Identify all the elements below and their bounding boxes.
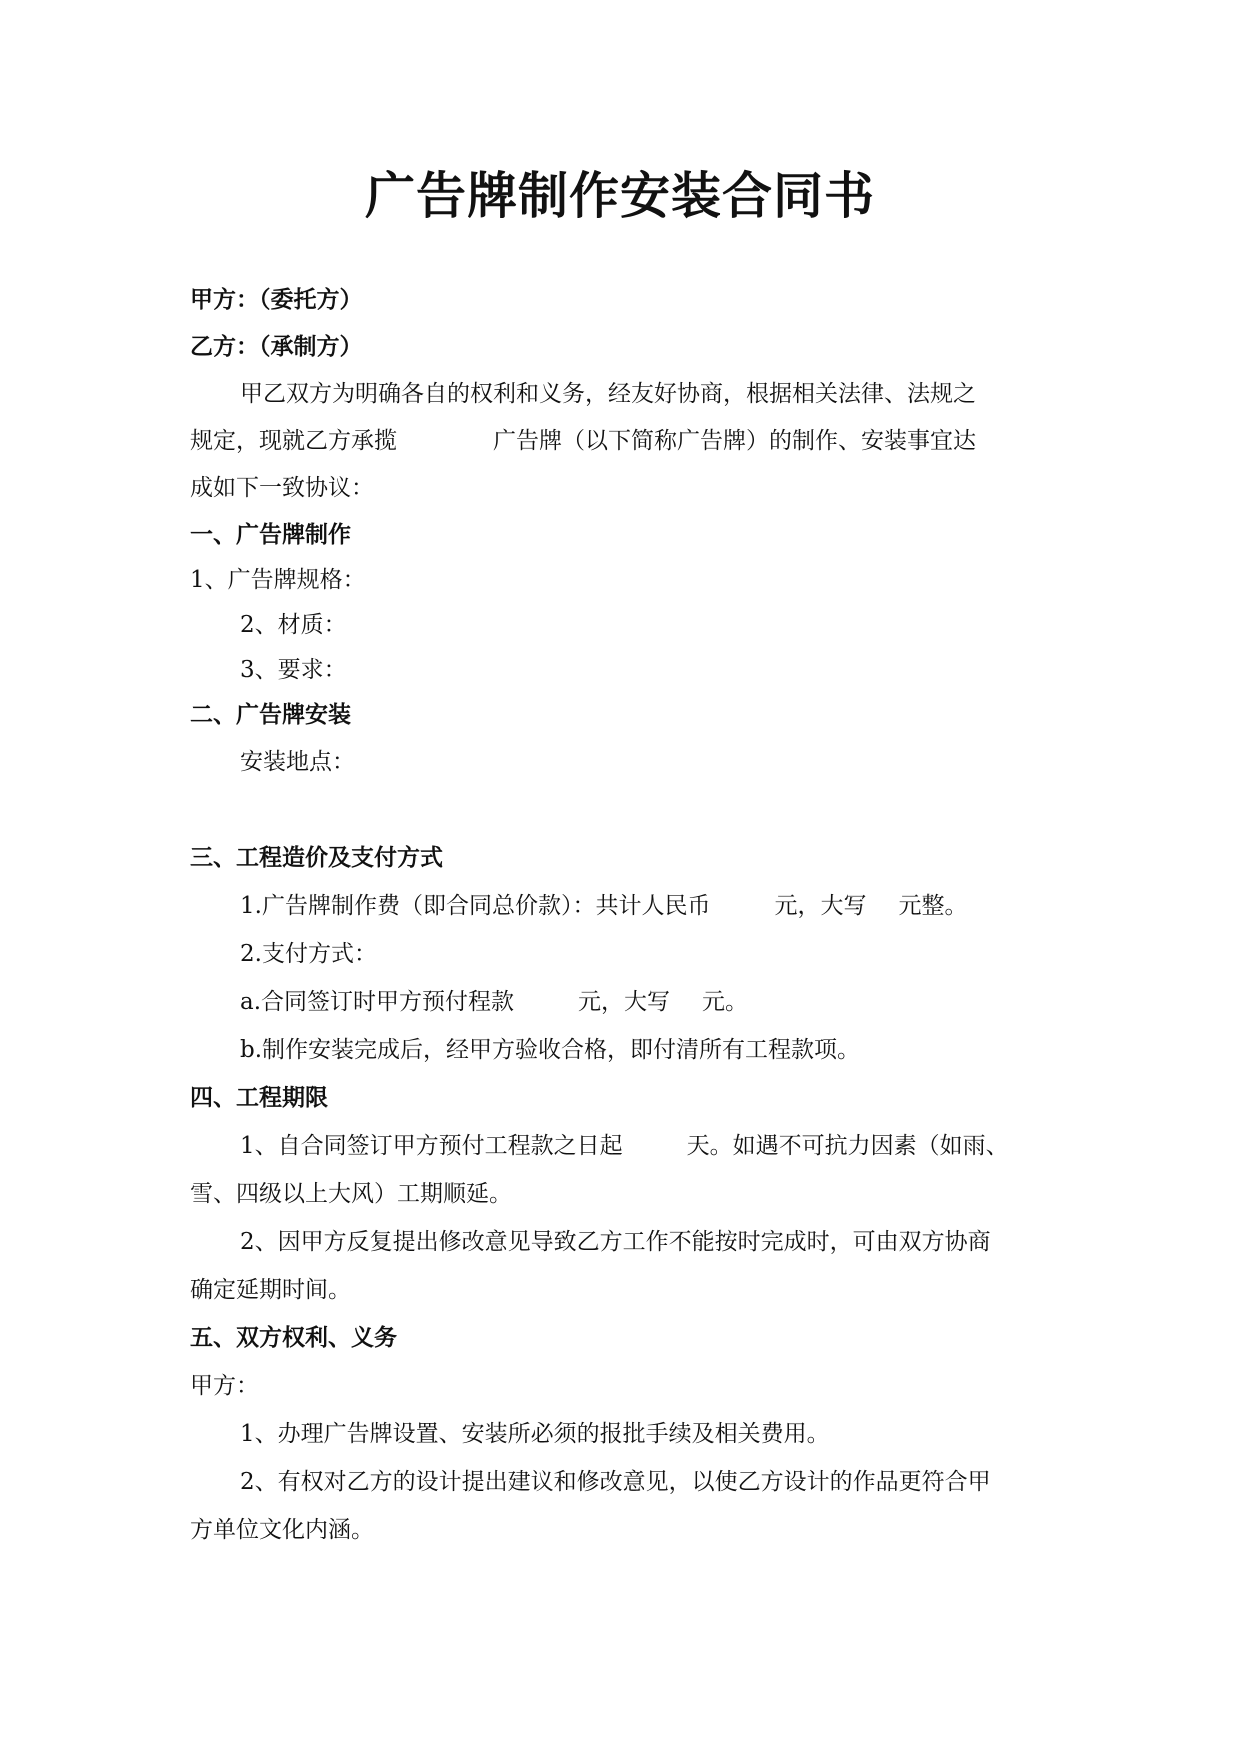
section-5-item-1: 1、办理广告牌设置、安装所必须的报批手续及相关费用。 (240, 1421, 830, 1447)
term-part-2: 天。如遇不可抗力因素（如雨、 (686, 1133, 1009, 1159)
intro-line-2 (190, 421, 1070, 461)
intro-line-2-part-1: 规定，现就乙方承揽 (190, 428, 397, 454)
section-1-item-2: 2、材质： (240, 612, 347, 638)
fee-part-3: 元整。 (898, 893, 968, 919)
term-part-1: 1、自合同签订甲方预付工程款之日起 (240, 1133, 623, 1159)
section-2-item-1: 安装地点： (240, 749, 355, 775)
payment-a-part-2: 元，大写 (578, 989, 671, 1015)
intro-line-2-part-2: 广告牌（以下简称广告牌）的制作、安装事宜达 (493, 428, 976, 454)
section-1-item-1: 1、广告牌规格： (190, 567, 366, 593)
section-5-item-2-line-1: 2、有权对乙方的设计提出建议和修改意见，以使乙方设计的作品更符合甲 (240, 1469, 991, 1495)
section-3-payment-line: 2.支付方式： (240, 941, 377, 967)
section-4-item-1-line-2: 雪、四级以上大风）工期顺延。 (190, 1181, 512, 1207)
payment-a-part-3: 元。 (702, 989, 749, 1015)
fee-part-2: 元，大写 (774, 893, 867, 919)
section-3-payment-b: b.制作安装完成后，经甲方验收合格，即付清所有工程款项。 (240, 1037, 861, 1063)
section-4-item-2-line-1: 2、因甲方反复提出修改意见导致乙方工作不能按时完成时，可由双方协商 (240, 1229, 991, 1255)
section-3-fee-line (240, 886, 1120, 926)
section-1-heading: 一、广告牌制作 (190, 522, 351, 548)
party-b-label: 乙方：（承制方） (190, 334, 363, 360)
intro-line-3: 成如下一致协议： (190, 475, 374, 501)
section-5-heading: 五、双方权利、义务 (190, 1325, 397, 1351)
section-5-item-2-line-2: 方单位文化内涵。 (190, 1517, 374, 1543)
party-a-label: 甲方：（委托方） (190, 287, 363, 313)
section-2-heading: 二、广告牌安装 (190, 702, 351, 728)
intro-line-1: 甲乙双方为明确各自的权利和义务，经友好协商，根据相关法律、法规之 (240, 381, 976, 407)
section-3-heading: 三、工程造价及支付方式 (190, 845, 443, 871)
payment-a-part-1: a.合同签订时甲方预付程款 (240, 989, 515, 1015)
section-4-item-1-line-1 (240, 1126, 1120, 1166)
section-4-item-2-line-2: 确定延期时间。 (190, 1277, 351, 1303)
fee-part-1: 1.广告牌制作费（即合同总价款）：共计人民币 (240, 893, 711, 919)
section-5-party-a: 甲方： (190, 1373, 259, 1399)
section-4-heading: 四、工程期限 (190, 1085, 328, 1111)
section-3-payment-a (240, 982, 1120, 1022)
section-1-item-3: 3、要求： (240, 657, 347, 683)
document-title: 广告牌制作安装合同书 (365, 167, 875, 225)
